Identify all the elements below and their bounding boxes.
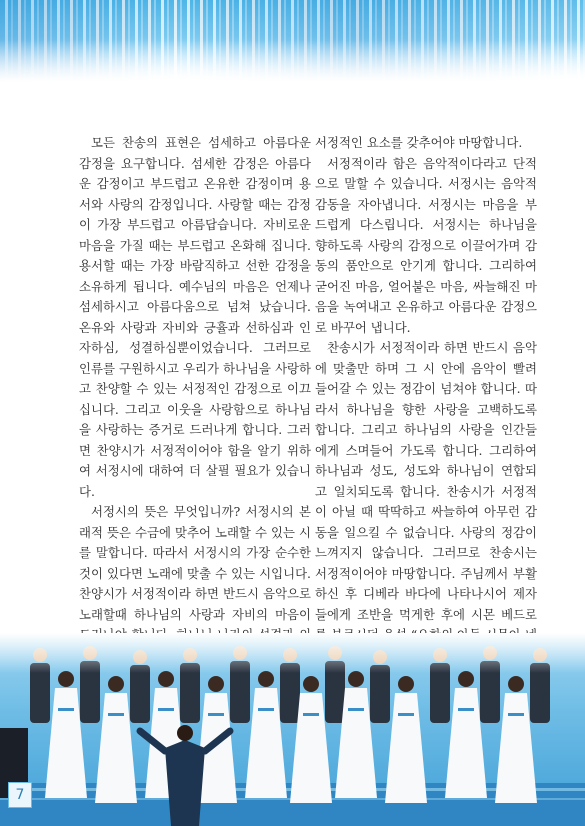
paragraph: 서정시의 뜻은 무엇입니까? 서정시의 본래적 뜻은 수금에 맞추어 노래할 수 있는 시를 말합니다. 따라서 서정시의 가장 순수한 것이 있다면 노래에 맞출 수 있는 시입니다. 찬양시가 서정적이라 하면 반드시 음악으로 노래할때 하나님의 사랑과 자비의 마음이	[79, 504, 311, 622]
page-number: 7	[8, 782, 32, 808]
left-text-column	[79, 133, 311, 707]
paragraph: 서정적이라 함은 음악적이다라고 단적으로 말할 수 있습니다. 서정시는 음악적 감동을 자아냅니다. 서정시는 마음을 부드럽게 다스립니다. 서정시는 하나님을 향하도록 사랑의 감정으로 이끌어가며 감동의 품안으로 안기게 합니다. 그리하여 굳어진 마음, 얼어붙은 마음, 싸늘해진 마음을 녹여내고 온유하고 아름다운 감정으로 바꾸어 냅니다.	[315, 155, 537, 335]
paragraph: 찬송시가 서정적이라 하면 반드시 음악에 맞출만 하며 그 시 안에 음악이 빨려 들어갈 수 있는 정감이 넘쳐야 합니다. 따라서 하나님을 향한 사랑을 고백하도록 합니다. 그리고 하나님의 사랑을 인간들에게 스며들어 가도록 합니다. 그리하여 하나님과 성도, 성도와 하나님이 연합되고 일치되도록 합니다. 찬송시가 서정적이 아닐 때 딱딱하고 싸늘하여 아무런 감동을 일으킬 수 없습니다. 사랑의 정감이 느껴지지 않습니다. 그러므로 찬송시는 서정적이어야 마땅합니다. 주님께서 부활하신 후 디베라 바다에 나타나시어 제자들에게 조반을 먹게한 후에 시몬 베드로	[315, 340, 537, 622]
header-decoration	[0, 0, 585, 82]
photo-fade	[0, 633, 585, 673]
paragraph: 모든 찬송의 표현은 섬세하고 아름다운 감정을 요구합니다. 섬세한 감정은 아름다운 감정이고 부드럽고 온유한 감정이며 용서와 사랑의 감정입니다. 사랑할 때는 감정이 가장 부드럽고 아름답습니다. 자비로운 마음을 가질 때는 부드럽고 온화해 집니다. 용서할 때는 가장 바람직하고 선한 감정을 소유하게 됩니다. 예수님의 마음은 언제나 섬세하시고 아름다움으로 넘쳐 났습니다. 온유와 사랑과 자비와 긍휼과 선하심과 인자하심, 성결하심뿐이었습니다. 그러므로 인류를 구원하시고 우리가 하나님을 사랑하고 찬양할 수 있는 서정적인 감정으로 이끄십니다. 그리고 이웃을 사랑함으로 하나님을 사랑하는 증거로 드러나게 합니다. 그러면 찬양시가 서정적이어야 함을 알기 위하여 서정시에 대하여 더 살필 필요가 있습니다.	[79, 135, 311, 499]
header-fade	[0, 40, 585, 82]
paragraph: 서정적인 요소를 갖추어야 마땅합니다.	[315, 135, 523, 150]
